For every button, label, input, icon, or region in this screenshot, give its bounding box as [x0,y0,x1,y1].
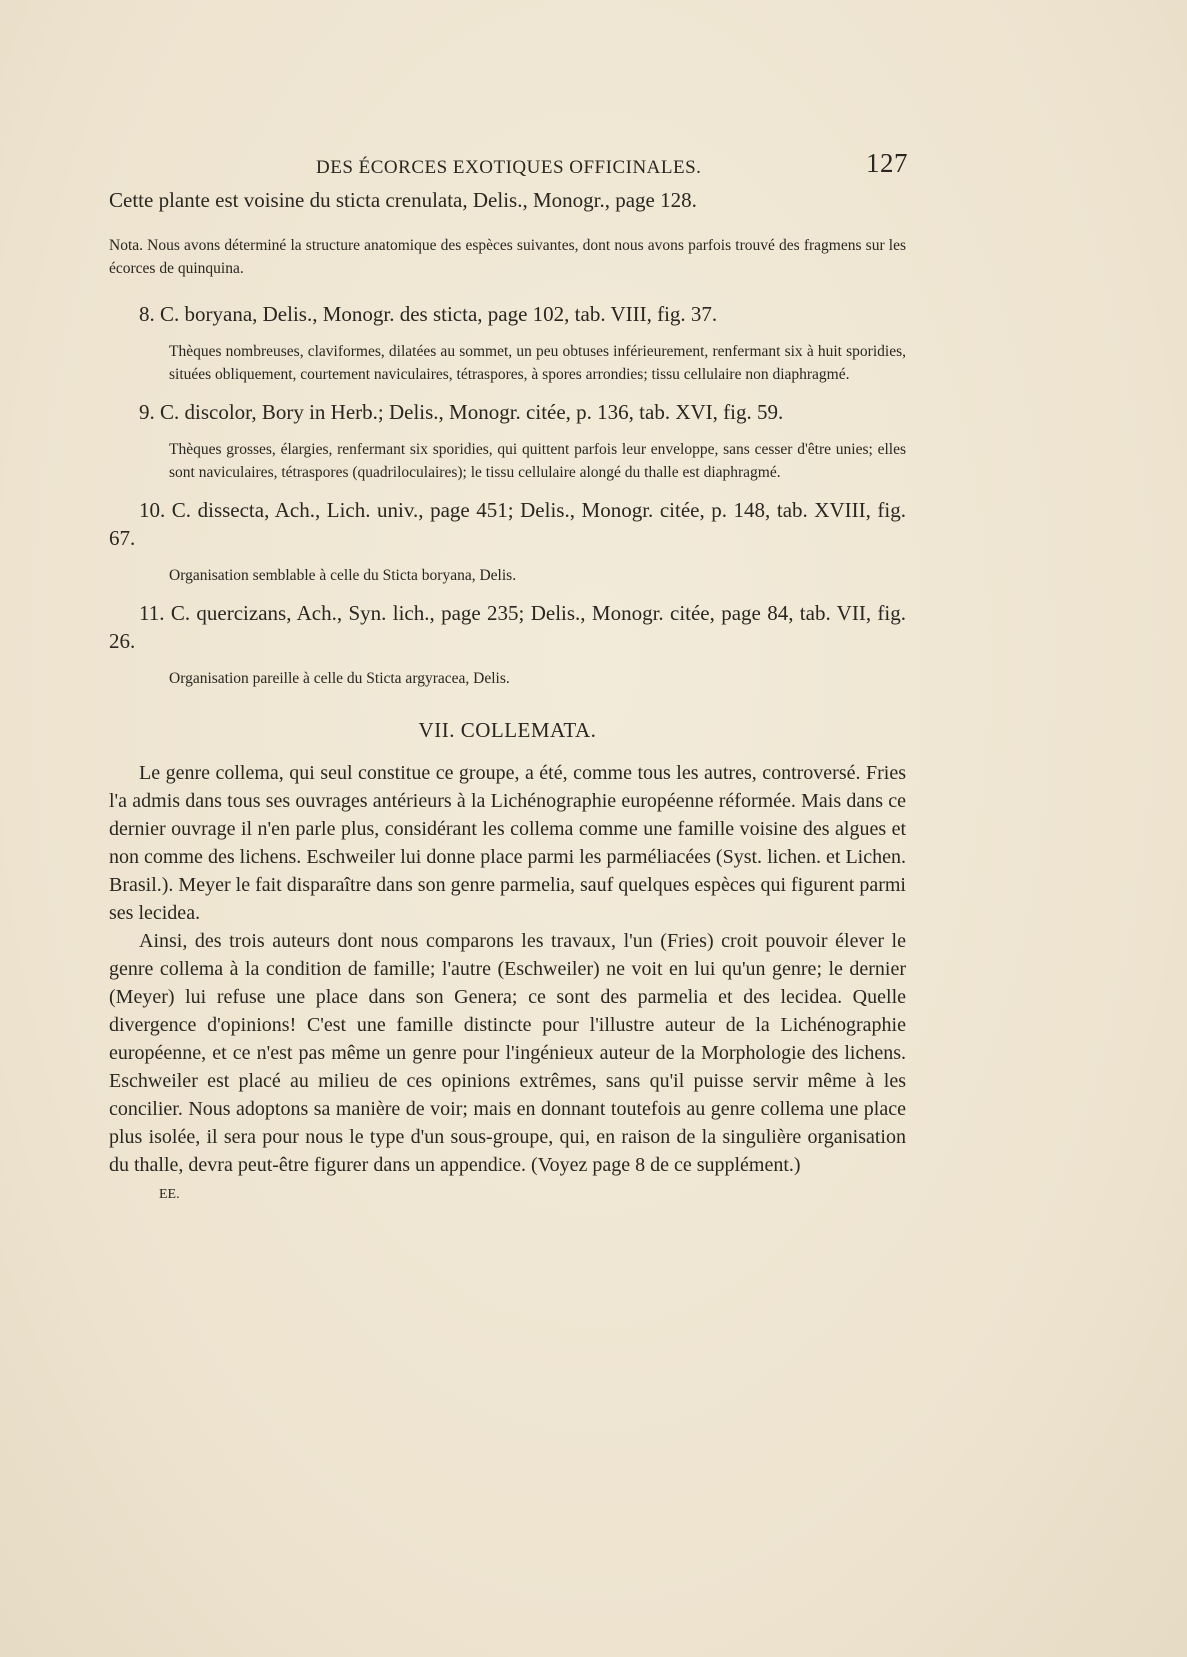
page-number: 127 [866,148,908,178]
running-title: DES ÉCORCES EXOTIQUES OFFICINALES. [316,157,702,178]
species-description-11: Organisation pareille à celle du Sticta argyracea, Delis. [169,670,510,687]
paragraph-intro: Cette plante est voisine du sticta crenulata, Delis., Monogr., page 128. [109,188,697,212]
species-entry-8: 8. C. boryana, Delis., Monogr. des sticta, page 102, tab. VIII, fig. 37. [139,302,718,326]
species-entry-9: 9. C. discolor, Bory in Herb.; Delis., Monogr. citée, p. 136, tab. XVI, fig. 59. [139,400,784,424]
nota-paragraph: Nota. Nous avons déterminé la structure anatomique des espèces suivantes, dont nous avons parfois trouvé des fragmens sur les écorces de quinquina. [109,237,906,277]
page-content [109,150,906,1203]
species-entry-11: 11. C. quercizans, Ach., Syn. lich., page 235; Delis., Monogr. citée, page 84, tab. VII, fig. 26. [109,601,906,653]
section-heading: VII. COLLEMATA. [418,718,597,742]
body-paragraph-2: Ainsi, des trois auteurs dont nous comparons les travaux, l'un (Fries) croit pouvoir élever le genre collema à la condition de famille; l'autre (Eschweiler) ne voit en lui qu'un genre; le dernier (Meyer) lui refuse une place dans son Genera; ce sont des parmelia et des lecidea. Quelle divergence d'opinions! C'est une famille distincte pour l'illustre auteur de la Lichénographie européenne, et ce n'est pas même un genre pour l'ingénieux auteur de la Morphologie des lichens. Eschweiler est placé au milieu de ces opinions extrêmes, sans qu'il puisse servir même à les concilier. Nous adoptons sa manière de voir; mais en donnant toutefois au genre collema une place plus isolée, il sera pour nous le type d'un sous-groupe, qui, en raison de la singulière organisation du thalle, devra peut-être figurer dans un appendice. (Voyez page 8 de ce supplément.) [109,930,906,1176]
species-description-10: Organisation semblable à celle du Sticta boryana, Delis. [169,567,517,584]
body-paragraph-1: Le genre collema, qui seul constitue ce groupe, a été, comme tous les autres, controversé. Fries l'a admis dans tous ses ouvrages antérieurs à la Lichénographie européenne réformée. Mais dans ce dernier ouvrage il n'en parle plus, considérant les collema comme une famille voisine des algues et non comme des lichens. Eschweiler lui donne place parmi les parméliacées (Syst. lichen. et Lichen. Brasil.). Meyer le fait disparaître dans son genre parmelia, sauf quelques espèces qui figurent parmi ses lecidea. [109,762,906,924]
running-head [109,150,906,186]
species-entry-10: 10. C. dissecta, Ach., Lich. univ., page 451; Delis., Monogr. citée, p. 148, tab. XVIII, fig. 67. [109,498,906,550]
species-description-9: Thèques grosses, élargies, renfermant six sporidies, qui quittent parfois leur enveloppe, sans cesser d'être unies; elles sont naviculaires, tétraspores (quadriloculaires); le tissu cellulaire alongé du thalle est diaphragmé. [169,441,906,481]
species-description-8: Thèques nombreuses, claviformes, dilatées au sommet, un peu obtuses inférieurement, renfermant six à huit sporidies, situées obliquement, courtement naviculaires, tétraspores, à spores arrondies; tissu cellulaire non diaphragmé. [169,343,906,383]
signature-mark: EE. [159,1187,180,1202]
